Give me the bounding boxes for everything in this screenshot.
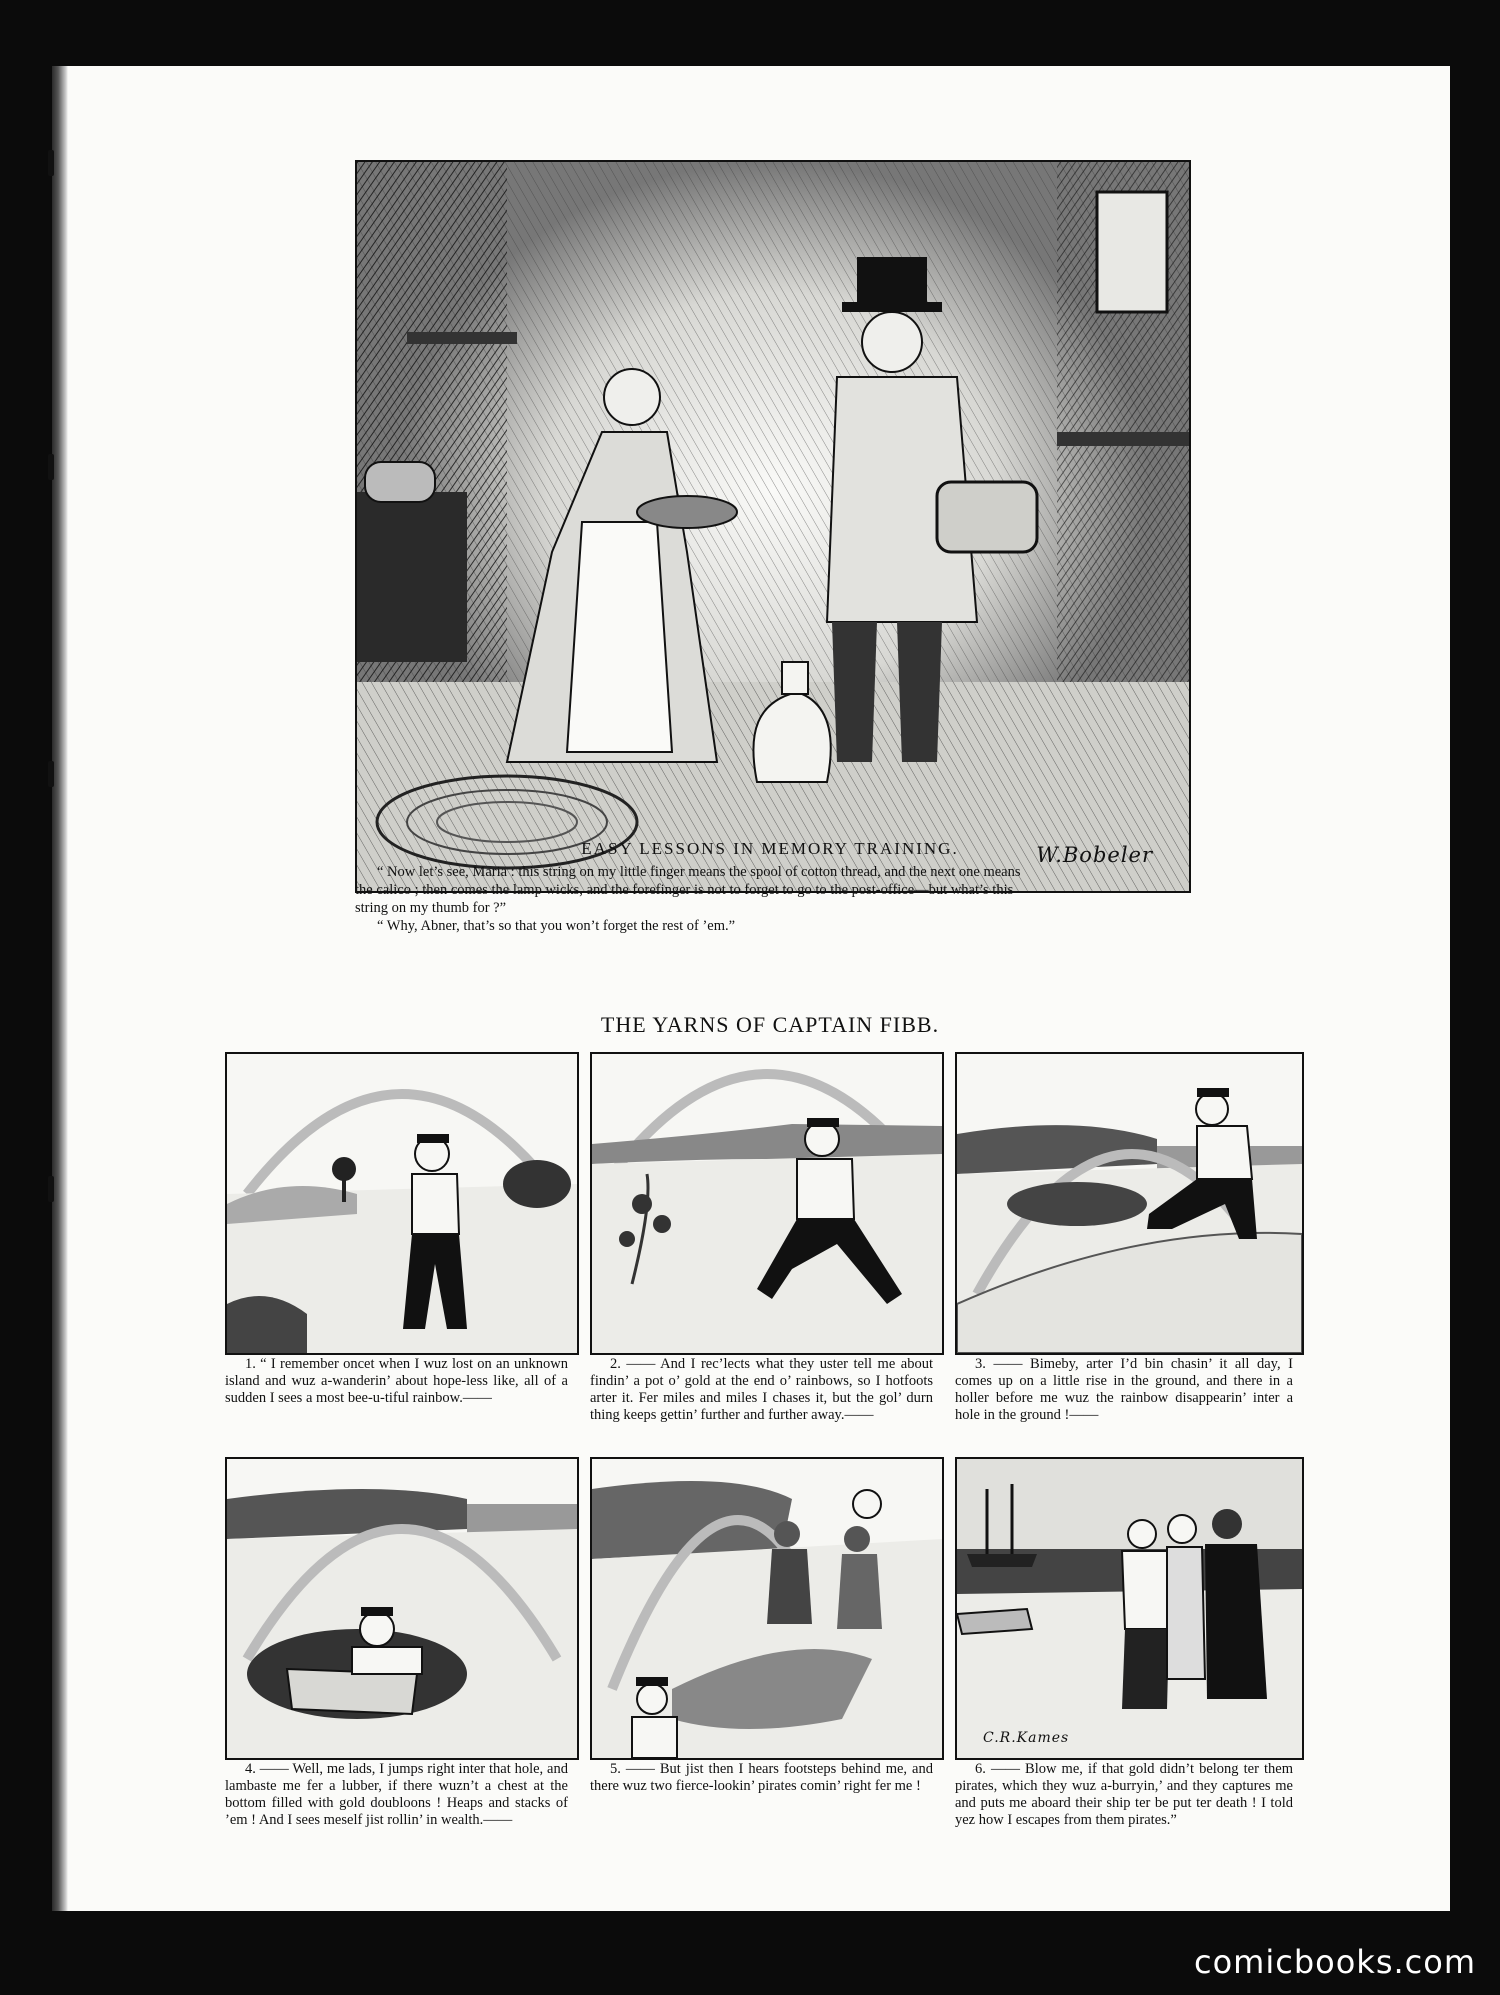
caption-line: string on my thumb for ?” [355,900,507,916]
caption-line: “ Now let’s see, Maria : this string on my little finger means the spool of cotton thread, and the next one means [377,864,1021,880]
caption-line: “ Why, Abner, that’s so that you won’t forget the rest of ’em.” [377,918,736,934]
memory-training-illustration [355,160,1191,893]
strip-panel-5 [590,1457,944,1760]
binding-mark [48,761,54,787]
panel-caption-4: 4. —— Well, me lads, I jumps right inter that hole, and lambaste me fer a lubber, if there wuzn’t a chest at the bottom filled with gold doubloons ! Heaps and stacks of ’em ! And I sees meself jist rollin’ in wealth.—— [225,1761,568,1828]
panel-caption-6: 6. —— Blow me, if that gold didn’t belong ter them pirates, which they wuz a-burryin,’ and they captures me and puts me aboard their ship ter be put ter death ! I told yez how I escapes from them pirates.” [955,1761,1293,1828]
binding-mark [48,150,54,176]
caption-line: the calico ; then comes the lamp wicks, and the forefinger is not to forget to go to the post-office—but what’s this [355,882,1014,898]
panel-caption-2: 2. —— And I rec’lects what they uster tell me about findin’ a pot o’ gold at the end o’ rainbows, so I hotfoots arter it. Fer miles and miles I chases it, but the gol’ durn thing keeps gettin’ further and further away.—— [590,1356,933,1423]
panel-caption-1: 1. “ I remember oncet when I wuz lost on an unknown island and wuz a-wanderin’ about hope-less like, all of a sudden I sees a most bee-u-tiful rainbow.—— [225,1356,568,1406]
strip-artist-signature: C.R.Kames [983,1730,1070,1746]
binding-mark [48,454,54,480]
panel-caption-3: 3. —— Bimeby, arter I’d bin chasin’ it all day, I comes up on a little rise in the ground, and there in a holler before me wuz the rainbow disappearin’ inter a hole in the ground !—— [955,1356,1293,1423]
panel-caption-5: 5. —— But jist then I hears footsteps behind me, and there wuz two fierce-lookin’ pirates comin’ right fer me ! [590,1761,933,1794]
page-gutter [52,66,68,1911]
cartoon-title: EASY LESSONS IN MEMORY TRAINING. [581,839,959,858]
artist-signature: W.Bobeler [1036,843,1153,867]
site-watermark: comicbooks.com [1193,1943,1476,1981]
binding-mark [48,1176,54,1202]
strip-panel-4 [225,1457,579,1760]
strip-panel-3 [955,1052,1304,1355]
strip-title: THE YARNS OF CAPTAIN FIBB. [600,1012,940,1037]
strip-panel-6 [955,1457,1304,1760]
strip-panel-1 [225,1052,579,1355]
strip-panel-2 [590,1052,944,1355]
